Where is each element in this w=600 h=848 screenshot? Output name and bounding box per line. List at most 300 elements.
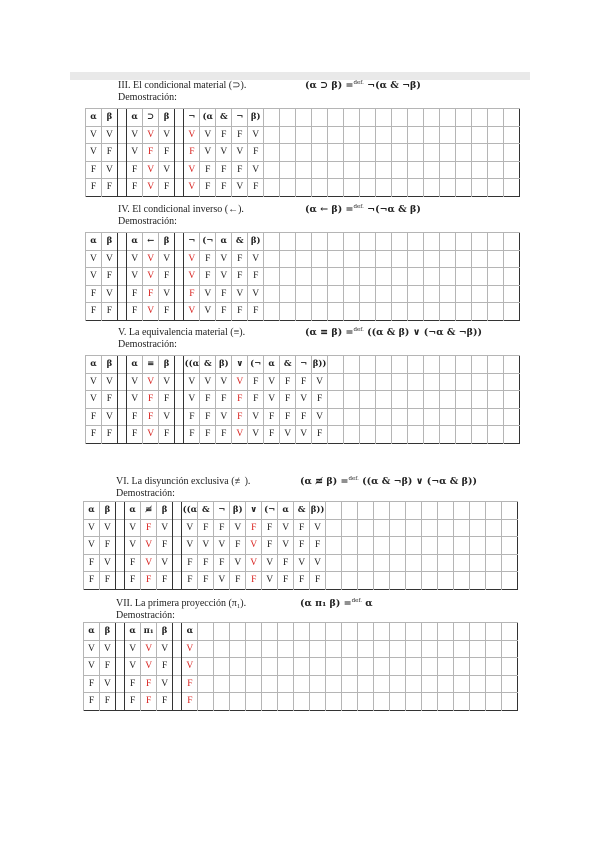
gap-cell (115, 519, 124, 537)
value-cell: V (264, 373, 280, 391)
empty-cell (439, 373, 455, 391)
value-cell: V (232, 285, 248, 303)
gap-cell (117, 285, 126, 303)
empty-cell (391, 408, 407, 426)
value-cell: V (262, 554, 278, 572)
input-cell: F (84, 554, 100, 572)
section-definition: (α π₁ β) =$^{def.}$ α (300, 598, 373, 610)
empty-cell (344, 161, 360, 179)
header-cell (376, 356, 392, 374)
empty-cell (310, 675, 326, 693)
gap-cell (175, 408, 184, 426)
header-cell: β (159, 233, 175, 251)
value-cell: F (200, 408, 216, 426)
header-cell (423, 109, 439, 127)
empty-cell (471, 126, 487, 144)
value-cell: F (262, 537, 278, 555)
empty-cell (344, 303, 360, 321)
input-cell: V (86, 268, 102, 286)
demonstration-label: Demostración: (118, 216, 177, 227)
empty-cell (471, 285, 487, 303)
empty-cell (455, 408, 471, 426)
value-cell: F (312, 426, 328, 444)
empty-cell (503, 161, 519, 179)
empty-cell (358, 658, 374, 676)
gap-cell (175, 233, 184, 251)
gap-cell (115, 572, 124, 590)
empty-cell (262, 640, 278, 658)
header-cell (344, 109, 360, 127)
empty-cell (471, 408, 487, 426)
empty-cell (487, 373, 503, 391)
value-cell: F (248, 373, 264, 391)
value-cell: V (214, 572, 230, 590)
value-cell: V (248, 126, 264, 144)
empty-cell (407, 250, 423, 268)
value-cell: V (141, 554, 157, 572)
header-cell: ¬ (214, 502, 230, 520)
value-cell: F (200, 268, 216, 286)
empty-cell (437, 640, 453, 658)
empty-cell (312, 268, 328, 286)
empty-cell (310, 693, 326, 711)
value-cell: V (184, 161, 200, 179)
value-cell: F (200, 161, 216, 179)
value-cell: V (232, 179, 248, 197)
empty-cell (469, 658, 485, 676)
value-cell: V (159, 250, 175, 268)
gap-cell (173, 572, 182, 590)
value-cell: F (159, 179, 175, 197)
value-cell: V (159, 373, 175, 391)
header-cell (453, 502, 469, 520)
value-cell: V (294, 554, 310, 572)
value-cell: F (159, 426, 175, 444)
gap-cell (117, 144, 126, 162)
header-cell (360, 109, 376, 127)
value-cell: F (182, 572, 198, 590)
empty-cell (453, 640, 469, 658)
empty-cell (503, 426, 519, 444)
empty-cell (501, 519, 517, 537)
value-cell: F (294, 537, 310, 555)
value-cell: F (157, 693, 173, 711)
value-cell: V (264, 391, 280, 409)
value-cell: F (232, 126, 248, 144)
empty-cell (328, 391, 344, 409)
input-cell: F (101, 391, 117, 409)
gap-cell (117, 373, 126, 391)
empty-cell (328, 303, 344, 321)
section-definition: (α ≡ β) =$^{def.}$ ((α & β) ∨ (¬α & ¬β)) (305, 327, 482, 339)
empty-cell (503, 303, 519, 321)
value-cell: F (216, 285, 232, 303)
table-row (84, 572, 518, 590)
value-cell: V (157, 675, 173, 693)
header-cell (421, 502, 437, 520)
demonstration-label: Demostración: (118, 339, 177, 350)
value-cell: F (141, 572, 157, 590)
header-cell (455, 109, 471, 127)
value-cell: V (141, 640, 157, 658)
empty-cell (455, 373, 471, 391)
empty-cell (437, 675, 453, 693)
header-cell: ∨ (232, 356, 248, 374)
empty-cell (296, 161, 312, 179)
header-cell (503, 109, 519, 127)
empty-cell (374, 675, 390, 693)
empty-cell (421, 572, 437, 590)
value-cell: V (157, 554, 173, 572)
empty-cell (328, 426, 344, 444)
gap-cell (173, 502, 182, 520)
header-cell (374, 623, 390, 641)
header-cell: & (200, 356, 216, 374)
empty-cell (376, 426, 392, 444)
section-title: VI. La disyunción exclusiva (≢). (116, 476, 251, 487)
empty-cell (328, 250, 344, 268)
header-cell: α (127, 109, 143, 127)
table-header-row (84, 502, 518, 520)
value-cell: F (182, 554, 198, 572)
header-cell (485, 502, 501, 520)
header-cell (358, 502, 374, 520)
value-cell: V (310, 519, 326, 537)
value-cell: F (125, 675, 141, 693)
header-cell: β) (248, 109, 264, 127)
empty-cell (264, 250, 280, 268)
table-row (86, 126, 520, 144)
value-cell: F (294, 572, 310, 590)
value-cell: V (232, 426, 248, 444)
value-cell: F (141, 519, 157, 537)
value-cell: F (248, 391, 264, 409)
table-row (86, 303, 520, 321)
input-cell: β (99, 502, 115, 520)
empty-cell (280, 161, 296, 179)
gap-cell (117, 109, 126, 127)
value-cell: F (216, 303, 232, 321)
value-cell: F (264, 408, 280, 426)
input-cell: F (99, 537, 115, 555)
empty-cell (344, 250, 360, 268)
empty-cell (326, 675, 342, 693)
value-cell: V (127, 144, 143, 162)
value-cell: F (296, 373, 312, 391)
value-cell: V (296, 426, 312, 444)
empty-cell (358, 693, 374, 711)
input-cell: F (86, 179, 102, 197)
empty-cell (455, 161, 471, 179)
value-cell: F (184, 408, 200, 426)
value-cell: V (248, 426, 264, 444)
input-cell: F (84, 675, 100, 693)
table-row (86, 179, 520, 197)
empty-cell (326, 693, 342, 711)
demonstration-label: Demostración: (116, 488, 175, 499)
value-cell: F (141, 693, 157, 711)
header-cell (439, 356, 455, 374)
input-cell: β (101, 109, 117, 127)
empty-cell (358, 537, 374, 555)
value-cell: V (125, 658, 141, 676)
value-cell: V (214, 537, 230, 555)
header-cell (423, 356, 439, 374)
gap-cell (117, 268, 126, 286)
empty-cell (407, 144, 423, 162)
table-row (84, 519, 518, 537)
value-cell: V (143, 179, 159, 197)
value-cell: V (310, 554, 326, 572)
empty-cell (485, 675, 501, 693)
input-cell: F (99, 572, 115, 590)
value-cell: F (141, 675, 157, 693)
empty-cell (501, 640, 517, 658)
header-cell (264, 109, 280, 127)
empty-cell (421, 675, 437, 693)
empty-cell (471, 179, 487, 197)
empty-cell (501, 693, 517, 711)
value-cell: F (159, 303, 175, 321)
value-cell: V (182, 537, 198, 555)
value-cell: F (125, 572, 141, 590)
value-cell: F (127, 179, 143, 197)
value-cell: V (182, 640, 198, 658)
value-cell: V (159, 126, 175, 144)
header-cell: (¬ (200, 233, 216, 251)
header-cell (455, 356, 471, 374)
empty-cell (503, 391, 519, 409)
value-cell: F (310, 537, 326, 555)
empty-cell (407, 268, 423, 286)
empty-cell (344, 126, 360, 144)
empty-cell (360, 144, 376, 162)
input-cell: V (101, 373, 117, 391)
header-cell (469, 623, 485, 641)
empty-cell (264, 303, 280, 321)
header-cell (374, 502, 390, 520)
value-cell: V (143, 268, 159, 286)
value-cell: V (184, 303, 200, 321)
value-cell: F (127, 161, 143, 179)
gap-cell (115, 640, 124, 658)
empty-cell (439, 426, 455, 444)
empty-cell (391, 161, 407, 179)
empty-cell (344, 373, 360, 391)
header-cell (503, 356, 519, 374)
value-cell: F (246, 519, 262, 537)
empty-cell (453, 519, 469, 537)
empty-cell (391, 285, 407, 303)
header-cell: α (125, 502, 141, 520)
gap-cell (175, 250, 184, 268)
gap-cell (117, 161, 126, 179)
input-cell: V (84, 537, 100, 555)
header-cell: β)) (312, 356, 328, 374)
empty-cell (280, 179, 296, 197)
header-cell: β) (216, 356, 232, 374)
value-cell: F (264, 426, 280, 444)
empty-cell (405, 640, 421, 658)
gap-cell (175, 303, 184, 321)
header-cell: β) (230, 502, 246, 520)
empty-cell (296, 126, 312, 144)
section-title: V. La equivalencia material (≡). (118, 327, 246, 338)
header-cell (326, 502, 342, 520)
value-cell: V (248, 408, 264, 426)
empty-cell (501, 554, 517, 572)
empty-cell (455, 179, 471, 197)
value-cell: F (310, 572, 326, 590)
empty-cell (455, 303, 471, 321)
empty-cell (360, 408, 376, 426)
header-cell (358, 623, 374, 641)
value-cell: V (296, 391, 312, 409)
header-cell (342, 623, 358, 641)
empty-cell (423, 179, 439, 197)
empty-cell (358, 675, 374, 693)
empty-cell (469, 640, 485, 658)
empty-cell (405, 519, 421, 537)
header-cell (469, 502, 485, 520)
gap-cell (115, 693, 124, 711)
header-cell: ⊃ (143, 109, 159, 127)
value-cell: F (214, 554, 230, 572)
header-cell (344, 233, 360, 251)
input-cell: F (86, 426, 102, 444)
value-cell: F (198, 519, 214, 537)
gap-cell (175, 426, 184, 444)
section-definition: (α ⊃ β) =$^{def.}$ ¬(α & ¬β) (305, 80, 421, 92)
empty-cell (487, 408, 503, 426)
input-cell: V (101, 161, 117, 179)
empty-cell (296, 144, 312, 162)
value-cell: V (216, 250, 232, 268)
empty-cell (471, 144, 487, 162)
table-row (86, 144, 520, 162)
table-header-row (86, 109, 520, 127)
header-cell (296, 109, 312, 127)
empty-cell (389, 675, 405, 693)
empty-cell (374, 537, 390, 555)
header-cell: (α (200, 109, 216, 127)
empty-cell (407, 285, 423, 303)
empty-cell (328, 268, 344, 286)
value-cell: V (246, 537, 262, 555)
value-cell: V (184, 268, 200, 286)
value-cell: V (184, 126, 200, 144)
value-cell: F (184, 144, 200, 162)
empty-cell (326, 640, 342, 658)
gap-cell (117, 303, 126, 321)
value-cell: F (216, 391, 232, 409)
value-cell: F (232, 268, 248, 286)
header-cell (487, 109, 503, 127)
value-cell: V (184, 179, 200, 197)
empty-cell (405, 693, 421, 711)
header-cell (312, 233, 328, 251)
header-cell: ¬ (296, 356, 312, 374)
value-cell: F (200, 179, 216, 197)
empty-cell (487, 268, 503, 286)
empty-cell (471, 373, 487, 391)
empty-cell (312, 179, 328, 197)
header-cell: α (127, 356, 143, 374)
empty-cell (501, 537, 517, 555)
empty-cell (358, 519, 374, 537)
empty-cell (328, 144, 344, 162)
empty-cell (423, 144, 439, 162)
empty-cell (485, 658, 501, 676)
empty-cell (453, 693, 469, 711)
header-cell (389, 623, 405, 641)
input-cell: α (86, 109, 102, 127)
header-cell: & (216, 109, 232, 127)
input-cell: β (99, 623, 115, 641)
gap-cell (115, 502, 124, 520)
header-cell (437, 502, 453, 520)
empty-cell (214, 675, 230, 693)
empty-cell (296, 303, 312, 321)
input-cell: V (86, 144, 102, 162)
empty-cell (214, 640, 230, 658)
header-cell (328, 109, 344, 127)
header-cell: α (278, 502, 294, 520)
value-cell: V (230, 519, 246, 537)
value-cell: V (143, 126, 159, 144)
value-cell: V (141, 658, 157, 676)
empty-cell (389, 572, 405, 590)
value-cell: V (127, 250, 143, 268)
empty-cell (389, 640, 405, 658)
gap-cell (173, 658, 182, 676)
empty-cell (487, 285, 503, 303)
empty-cell (376, 408, 392, 426)
gap-cell (115, 537, 124, 555)
value-cell: F (143, 144, 159, 162)
header-cell (423, 233, 439, 251)
value-cell: F (198, 554, 214, 572)
empty-cell (391, 373, 407, 391)
value-cell: F (157, 658, 173, 676)
empty-cell (280, 285, 296, 303)
empty-cell (264, 144, 280, 162)
empty-cell (469, 554, 485, 572)
value-cell: V (157, 640, 173, 658)
input-cell: V (84, 658, 100, 676)
empty-cell (344, 285, 360, 303)
empty-cell (407, 408, 423, 426)
value-cell: V (200, 303, 216, 321)
gap-cell (117, 426, 126, 444)
table-row (84, 658, 518, 676)
value-cell: V (216, 268, 232, 286)
truth-table (83, 501, 518, 590)
value-cell: F (216, 161, 232, 179)
empty-cell (439, 144, 455, 162)
empty-cell (487, 144, 503, 162)
input-cell: α (84, 623, 100, 641)
section-definition: (α ← β) =$^{def.}$ ¬(¬α & β) (305, 204, 421, 216)
empty-cell (376, 250, 392, 268)
empty-cell (437, 572, 453, 590)
input-cell: V (99, 640, 115, 658)
header-cell (280, 109, 296, 127)
empty-cell (471, 161, 487, 179)
empty-cell (455, 391, 471, 409)
gap-cell (173, 519, 182, 537)
empty-cell (198, 693, 214, 711)
